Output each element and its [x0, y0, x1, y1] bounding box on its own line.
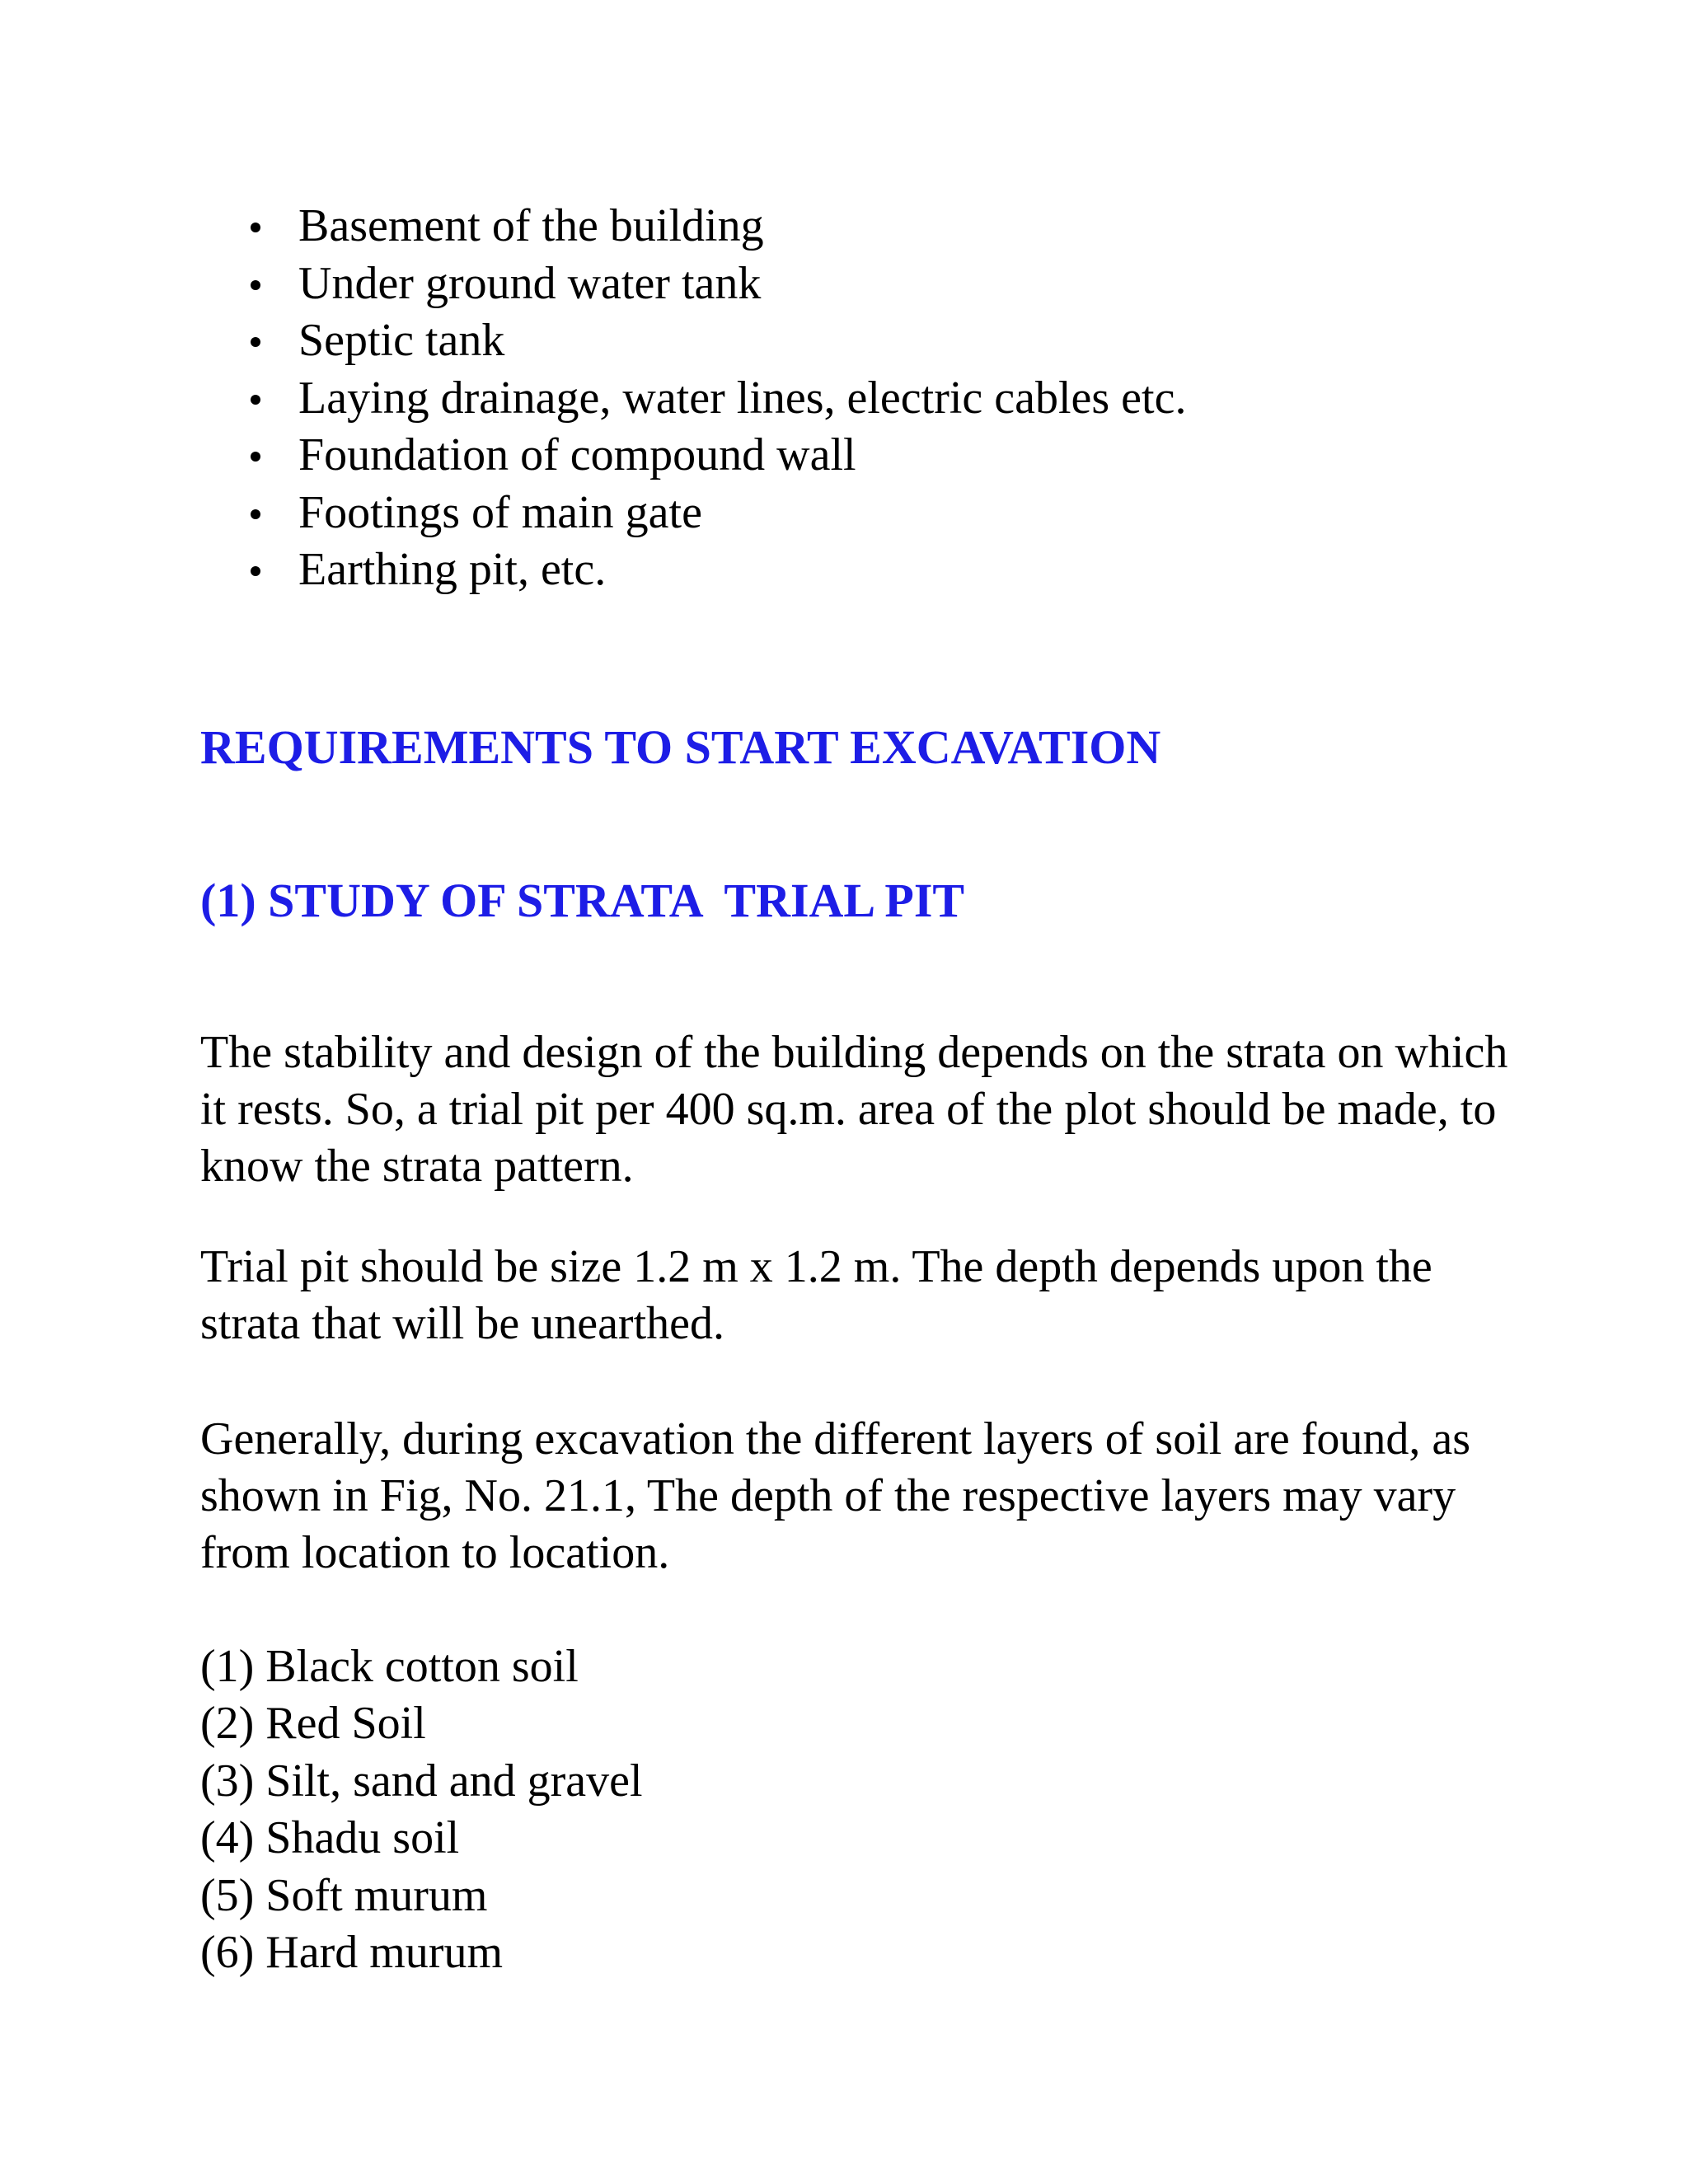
section-heading-requirements: REQUIREMENTS TO START EXCAVATION: [200, 720, 1161, 774]
soil-layers-list: [200, 1638, 643, 1981]
paragraph-soil-layers: Generally, during excavation the different layers of soil are found, as shown in Fig, No. 21.1, The depth of the respective layers may vary from location to location.: [200, 1413, 1470, 1578]
paragraph-stability: The stability and design of the building depends on the strata on which it rests. So, a trial pit per 400 sq.m. area of the plot should be made, to know the strata pattern.: [200, 1027, 1508, 1192]
bullet-icon: [251, 566, 260, 576]
document-page: Basement of the building Under ground water tank Septic tank Laying drainage, water lines, electric cables etc. Foundation of compound wall Footings of main gate Earthing pit, etc. REQUIREMENTS TO START EXCAVATION (1) STUDY OF STRATA TRIAL PIT The stability and design of the building depends on the strata on which it rests. So, a trial pit per 400 sq.m. area of the plot should be made, to know the strata pattern. Trial pit should be size 1.2 m x 1.2 m. The depth depends upon the strata that will be unearthed. Generally, during excavation the different layers of soil are found, as shown in Fig, No. 21.1, The depth of the respective layers may vary from location to location. (1) Black cotton soil (2) Red Soil (3) Silt, sand and gravel (4) Shadu soil (5) Soft murum (6) Hard murum: [0, 0, 1688, 2184]
section-heading-study-of-strata: (1) STUDY OF STRATA TRIAL PIT: [200, 874, 965, 927]
bullet-icon: [251, 509, 260, 519]
bullet-icon: [251, 337, 260, 347]
list-item: (5) Soft murum: [200, 1869, 488, 1921]
list-item: (1) Black cotton soil: [200, 1641, 579, 1692]
list-item: (3) Silt, sand and gravel: [200, 1755, 643, 1807]
bullet-icon: [251, 223, 260, 232]
bullet-icon: [251, 280, 260, 290]
list-item: (4) Shadu soil: [200, 1812, 460, 1864]
paragraph-trial-pit-size: Trial pit should be size 1.2 m x 1.2 m. The depth depends upon the strata that will be unearthed.: [200, 1241, 1432, 1349]
bullet-icon: [251, 452, 260, 462]
list-item: (2) Red Soil: [200, 1698, 426, 1750]
bullet-icon: [251, 395, 260, 405]
list-item: (6) Hard murum: [200, 1927, 504, 1979]
